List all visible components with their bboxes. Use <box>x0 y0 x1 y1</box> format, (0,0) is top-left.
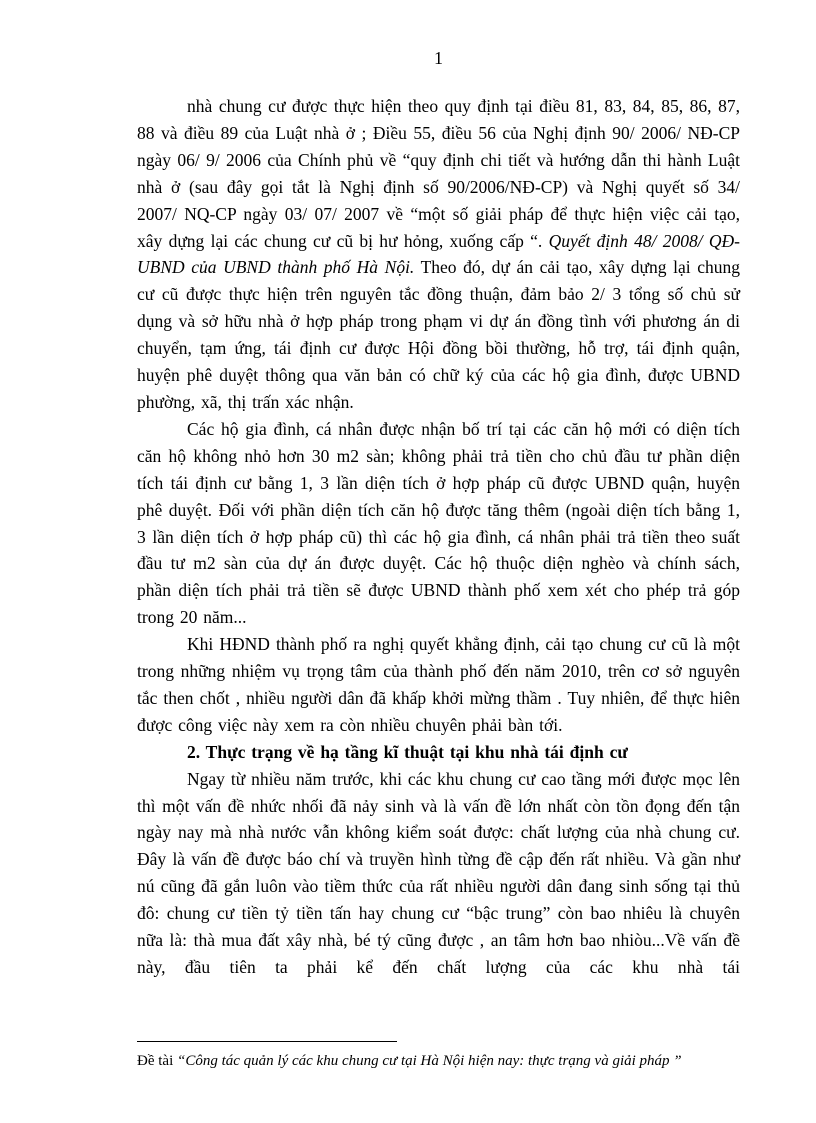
footer-label: Đề tài <box>137 1053 177 1069</box>
paragraph-text: Theo đó, dự án cải tạo, xây dựng lại chung cư cũ được thực hiện trên nguyên tắc đồng thuận, đảm bảo 2/ 3 tổng số chủ sử dụng và sở hữu nhà ở hợp pháp trong phạm vi dự án đồng tình với phương án di chuyển, tạm ứng, tái định cư được Hội đồng bồi thường, hỗ trợ, tái định quận, huyện phê duyệt thông qua văn bản có chữ ký của các hộ gia đình, được UBND phường, xã, thị trấn xác nhận. <box>137 257 740 412</box>
page-footer <box>137 1041 740 1070</box>
paragraph <box>137 93 740 416</box>
paragraph-text: nhà chung cư được thực hiện theo quy định tại điều 81, 83, 84, 85, 86, 87, 88 và điều 89 của Luật nhà ở ; Điều 55, điều 56 của Nghị định 90/ 2006/ NĐ-CP ngày 06/ 9/ 2006 của Chính phủ về “quy định chi tiết và hướng dẫn thi hành Luật nhà ở (sau đây gọi tắt là Nghị định số 90/2006/NĐ-CP) và Nghị quyết số 34/ 2007/ NQ-CP ngày 03/ 07/ 2007 về “một số giải pháp để thực hiện việc cải tạo, xây dựng lại các chung cư cũ bị hư hỏng, xuống cấp “. <box>137 96 740 251</box>
footer-title: “Công tác quản lý các khu chung cư tại Hà Nội hiện nay: thực trạng và giải pháp ” <box>176 1053 682 1069</box>
paragraph: Các hộ gia đình, cá nhân được nhận bố trí tại các căn hộ mới có diện tích căn hộ không nhỏ hơn 30 m2 sàn; không phải trả tiền cho chủ đầu tư phần diện tích tái định cư bằng 1, 3 lần diện tích ở hợp pháp cũ được UBND quận, huyện phê duyệt. Đối với phần diện tích căn hộ được tăng thêm (ngoài diện tích bằng 1, 3 lần diện tích ở hợp pháp cũ) thì các hộ gia đình, cá nhân phải trả tiền theo suất đầu tư m2 sàn của dự án được duyệt. Các hộ thuộc diện nghèo và chính sách, phần diện tích phải trả tiền sẽ được UBND thành phố xem xét cho phép trả góp trong 20 năm... <box>137 418 740 628</box>
page-number: 1 <box>434 48 443 68</box>
paragraph: Ngay từ nhiều năm trước, khi các khu chung cư cao tầng mới được mọc lên thì một vấn đề nhức nhối đã nảy sinh và là vấn đề lớn nhất còn tồn đọng đến tận ngày nay mà nhà nước vẫn không kiểm soát được: chất lượng của nhà chung cư. Đây là vấn đề được báo chí và truyền hình từng đề cập đến rất nhiều. Và gần như nú cũng đã gắn luôn vào tiềm thức của rất nhiều người dân đang sinh sống tại thủ đô: chung cư tiền tỷ tiền tấn hay chung cư “bậc trung” còn bao nhiêu là chuyên nữa là: thà mua đất xây nhà, bé tý cũng được , an tâm hơn bao nhiòu...Về vấn đề này, đầu tiên ta phải kể đến chất lượng của các khu nhà tái <box>137 768 740 977</box>
footer-text <box>137 1052 740 1070</box>
section-heading: 2. Thực trạng về hạ tầng kĩ thuật tại khu nhà tái định cư <box>187 741 628 762</box>
document-body <box>137 93 740 981</box>
paragraph: Khi HĐND thành phố ra nghị quyết khẳng định, cải tạo chung cư cũ là một trong những nhiệm vụ trọng tâm của thành phố đến năm 2010, trên cơ sở nguyên tắc then chốt , nhiều người dân đã khấp khởi mừng thầm . Tuy nhiên, để thực hiên được công việc này xem ra còn nhiều chuyên phải bàn tới. <box>137 634 740 735</box>
footnote-separator <box>137 1041 397 1042</box>
paragraph-text-italic: Quyết định 48/ 2008/ QĐ-UBND của UBND thành phố Hà Nội. <box>137 230 741 278</box>
